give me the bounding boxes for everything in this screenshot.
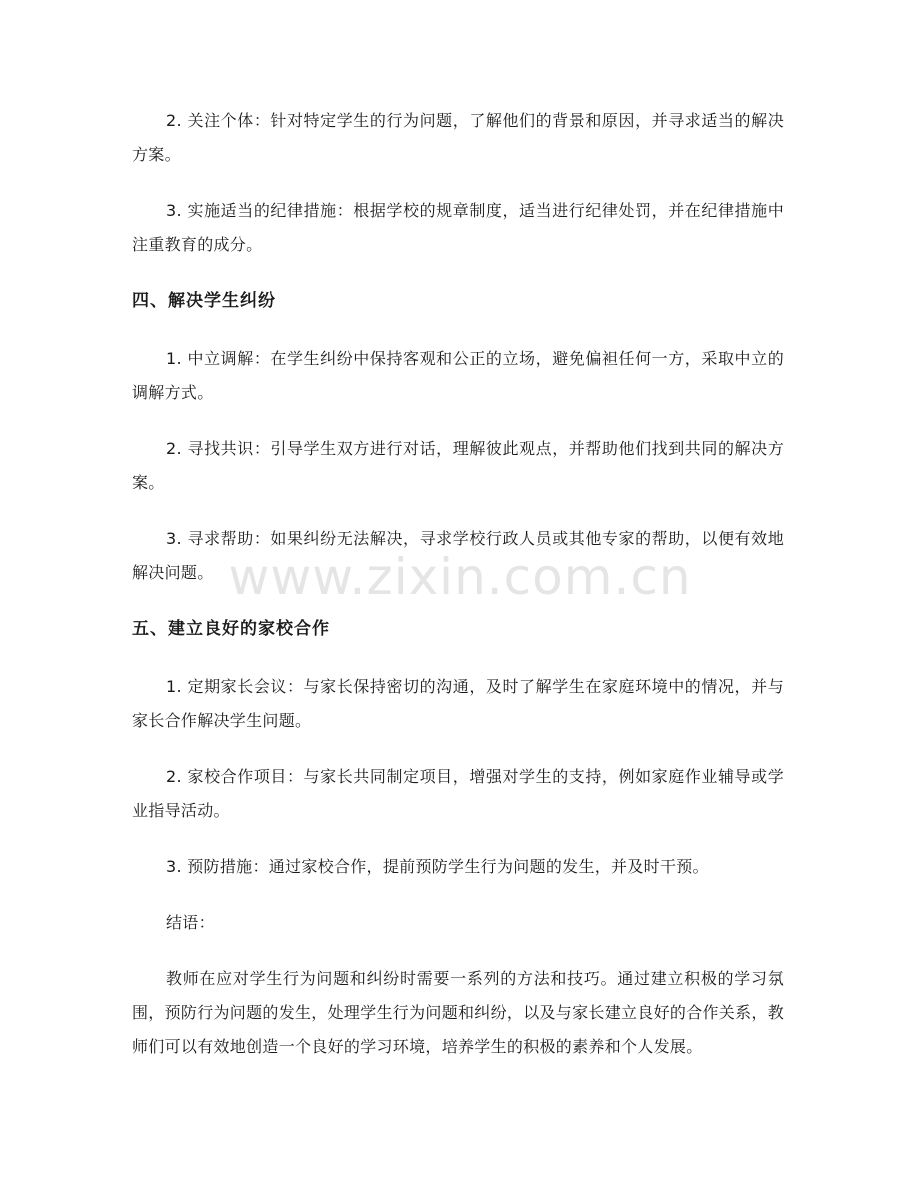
section4-item-3: 3. 寻求帮助：如果纠纷无法解决，寻求学校行政人员或其他专家的帮助，以便有效地解决问题。: [132, 529, 784, 582]
conclusion-text: 教师在应对学生行为问题和纠纷时需要一系列的方法和技巧。通过建立积极的学习氛围，预防行为问题的发生，处理学生行为问题和纠纷，以及与家长建立良好的合作关系，教师们可以有效地创造一个良好的学习环境，培养学生的积极的素养和个人发展。: [132, 969, 785, 1056]
section5-item-1: 1. 定期家长会议：与家长保持密切的沟通，及时了解学生在家庭环境中的情况，并与家长合作解决学生问题。: [132, 677, 784, 730]
section5-item-2: 2. 家校合作项目：与家长共同制定项目，增强对学生的支持，例如家庭作业辅导或学业指导活动。: [132, 767, 784, 820]
section4-item-2: 2. 寻找共识：引导学生双方进行对话，理解彼此观点，并帮助他们找到共同的解决方案。: [132, 439, 784, 492]
section3-item-2: 2. 关注个体：针对特定学生的行为问题，了解他们的背景和原因，并寻求适当的解决方案。: [132, 111, 784, 164]
conclusion-label: 结语：: [166, 913, 215, 932]
section4-heading: 四、解决学生纠纷: [132, 291, 276, 311]
section5-heading: 五、建立良好的家校合作: [132, 619, 330, 639]
section3-item-3: 3. 实施适当的纪律措施：根据学校的规章制度，适当进行纪律处罚，并在纪律措施中注重教育的成分。: [132, 201, 784, 254]
section5-item-3: 3. 预防措施：通过家校合作，提前预防学生行为问题的发生，并及时干预。: [166, 857, 709, 876]
section4-item-1: 1. 中立调解：在学生纠纷中保持客观和公正的立场，避免偏袒任何一方，采取中立的调解方式。: [132, 349, 784, 402]
watermark: www.zixin.com.cn: [228, 548, 692, 606]
document-content: [132, 104, 784, 1086]
